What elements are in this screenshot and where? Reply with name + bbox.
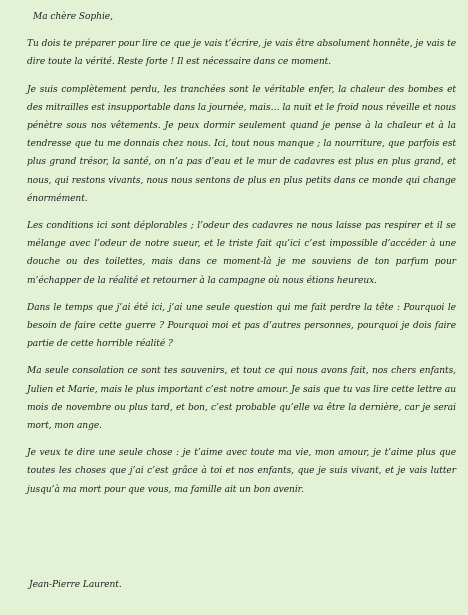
letter-paragraph-2: Je suis complètement perdu, les tranchées sont le véritable enfer, la chaleur des bombes et des mitrailles est insupportable dans la journée, mais… la nuit et le froid nous réveille et nous pénètre sous nos vêtements. Je peux dormir seulement quand je pense à la chaleur et à la tendresse que tu me donnais chez nous. Ici, tout nous manque ; la nourriture, que parfois est plus grand trésor, la santé, on n’a pas d’eau et le mur de cadavres est plus en plus grand, et nous, qui restons vivants, nous nous sentons de plus en plus petits dans ce monde qui change énormément. xyxy=(27,84,456,204)
letter-signature: Jean-Pierre Laurent. xyxy=(29,580,122,590)
letter-paragraph-6: Je veux te dire une seule chose : je t’aime avec toute ma vie, mon amour, je t’aime plus que toutes les choses que j’ai c’est grâce à toi et nos enfants, que je suis vivant, et je vais lutter jusqu’à ma mort pour que vous, ma famille ait un bon avenir. xyxy=(27,448,456,495)
letter-paragraph-5: Ma seule consolation ce sont tes souvenirs, et tout ce qui nous avons fait, nos chers enfants, Julien et Marie, mais le plus important c’est notre amour. Je sais que tu vas lire cette lettre au mois de novembre ou plus tard, et bon, c’est probable qu’elle va être la dernière, car je serai mort, mon ange. xyxy=(27,366,456,432)
letter-paragraph-3: Les conditions ici sont déplorables ; l’odeur des cadavres ne nous laisse pas respirer et il se mélange avec l’odeur de notre sueur, et le triste fait qu’ici c’est impossible d’accéder à une douche ou des toilettes, mais dans ce moment-là je me souviens de ton parfum pour m’échapper de la réalité et retourner à la campagne où nous étions heureux. xyxy=(27,221,456,286)
letter-paragraph-4: Dans le temps que j’ai été ici, j’ai une seule question qui me fait perdre la tête : Pourquoi le besoin de faire cette guerre ? Pourquoi moi et pas d’autres personnes, pourquoi je dois faire partie de cette horrible réalité ? xyxy=(27,302,456,350)
letter-salutation: Ma chère Sophie, xyxy=(33,12,113,22)
letter-paragraph-1: Tu dois te préparer pour lire ce que je vais t’écrire, je vais être absolument honnête, je vais te dire toute la vérité. Reste forte ! Il est nécessaire dans ce moment. xyxy=(27,39,456,68)
